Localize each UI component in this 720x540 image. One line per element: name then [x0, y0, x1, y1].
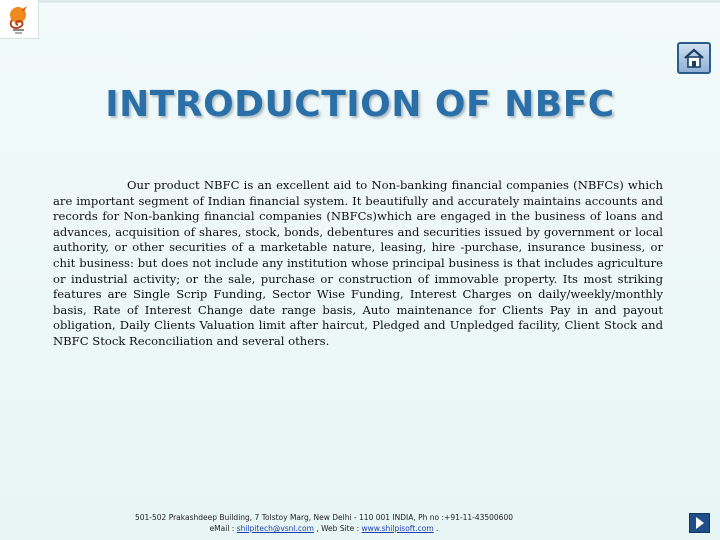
website-link[interactable]: www.shilpisoft.com — [361, 524, 434, 533]
top-divider — [0, 0, 720, 3]
home-icon — [679, 44, 709, 72]
company-logo — [0, 0, 39, 39]
footer-address: 501-502 Prakashdeep Building, 7 Tolstoy Marg, New Delhi - 110 001 INDIA, Ph no :+91-11-43500600 — [134, 513, 514, 522]
page-title: INTRODUCTION OF NBFC — [105, 84, 615, 125]
next-arrow-icon — [690, 514, 709, 532]
website-label: , Web Site : — [316, 524, 360, 533]
home-button[interactable] — [677, 42, 711, 74]
footer-end: . — [436, 524, 439, 533]
email-link[interactable]: shilpitech@vsnl.com — [236, 524, 314, 533]
email-label: eMail : — [209, 524, 235, 533]
intro-paragraph: Our product NBFC is an excellent aid to Non-banking financial companies (NBFCs) which are important segment of Indian financial system. It beautifully and accurately maintains accounts and records for Non-banking financial companies (NBFCs)which are engaged in the business of loans and advances, acquisition of shares, stock, bonds, debentures and securities issued by government or local authority, or other securities of a marketable nature, leasing, hire -purchase, insurance business, or chit business: but does not include any institution whose principal business is that includes agriculture or industrial activity; or the sale, purchase or construction of immovable property. Its most striking features are Single Scrip Funding, Sector Wise Funding, Interest Charges on daily/weekly/monthly basis, Rate of Interest Change date range basis, Auto maintenance for Clients Pay in and payout obligation, Daily Clients Valuation limit after haircut, Pledged and Unpledged facility, Client Stock and NBFC Stock Reconciliation and several others. — [53, 178, 663, 348]
next-slide-button[interactable] — [689, 513, 710, 533]
footer — [0, 512, 648, 534]
logo-icon — [0, 0, 38, 38]
footer-contact — [0, 523, 648, 534]
